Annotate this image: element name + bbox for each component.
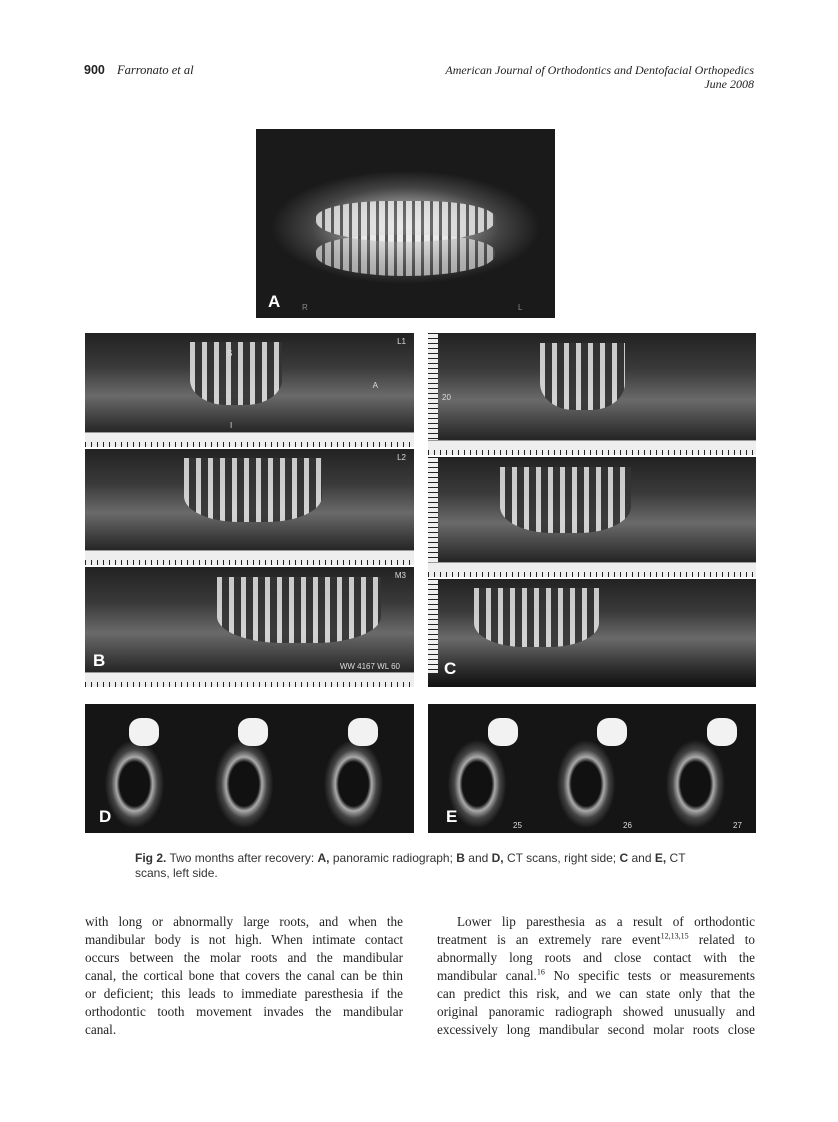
text-line: orthodontic tooth movement invades the mandibular	[85, 1004, 403, 1019]
text-line: treatment is an extremely rare event$^{12,13,15}$ related to	[437, 931, 755, 947]
panel-b-row-3	[85, 567, 414, 687]
side-mark-r: R	[302, 303, 308, 312]
journal-header	[445, 63, 754, 91]
journal-title: American Journal of Orthodontics and Dentofacial Orthopedics	[445, 63, 754, 77]
text-line: abnormally long roots and close contact with the	[437, 950, 755, 965]
mm-ruler	[85, 550, 414, 565]
panel-c-row-1	[428, 333, 756, 455]
side-mark-l: L	[518, 303, 523, 312]
mm-ruler	[85, 432, 414, 447]
body-column-left	[85, 913, 403, 1039]
marker-a: A	[372, 381, 378, 390]
slice-number: 25	[513, 821, 522, 830]
figure-caption: Fig 2. Two months after recovery: A, panoramic radiograph; B and D, CT scans, right side; C and E, CT scans, left side.	[135, 851, 686, 880]
text-line: Lower lip paresthesia as a result of orthodontic	[457, 914, 755, 929]
panel-letter-b: B	[93, 651, 106, 670]
text-line: canal.	[85, 1022, 117, 1037]
lower-teeth	[316, 235, 495, 277]
slice-number: 27	[733, 821, 742, 830]
marker-i: I	[230, 421, 233, 430]
page-number: 900	[84, 63, 105, 77]
panel-c-row-2	[428, 457, 756, 577]
mm-ruler	[428, 440, 756, 455]
issue-date: June 2008	[704, 77, 754, 91]
row-label: L1	[397, 337, 406, 346]
row-label: M3	[394, 571, 406, 580]
text-line: can predict this risk, and we can state only that the	[437, 986, 755, 1001]
body-column-right	[437, 913, 755, 1039]
text-line: mandibular body is not high. When intimate contact	[85, 932, 403, 947]
text-line: occurs between the molar roots and the mandibular	[85, 950, 403, 965]
panel-b-row-2	[85, 449, 414, 565]
panel-letter-e: E	[446, 807, 458, 826]
text-line: mandibular canal.$^{16}$ No specific tests or measurements	[437, 967, 755, 983]
panel-letter-a: A	[268, 292, 281, 311]
panel-e-cross-sections	[428, 704, 756, 833]
text-line: original panoramic radiograph showed unusually and	[437, 1004, 755, 1019]
vscale-label: 20	[442, 393, 451, 402]
mm-ruler	[85, 672, 414, 687]
panel-c-row-3	[428, 579, 756, 687]
text-line: canal, the cortical bone that covers the canal can be thin	[85, 968, 403, 983]
mm-ruler	[428, 562, 756, 577]
panel-letter-c: C	[444, 659, 457, 678]
text-line: excessively long mandibular second molar roots close	[437, 1022, 755, 1037]
text-line: with long or abnormally large roots, and when the	[85, 914, 403, 929]
text-line: or deficient; this leads to immediate paresthesia if the	[85, 986, 403, 1001]
window-level: WW 4167 WL 60	[339, 662, 400, 671]
slice-number: 26	[623, 821, 632, 830]
panel-b-row-1	[85, 333, 414, 447]
marker-s: S	[227, 349, 233, 358]
panel-letter-d: D	[99, 807, 112, 826]
panel-d-cross-sections	[85, 704, 414, 833]
running-authors: Farronato et al	[117, 63, 194, 77]
panel-a-panoramic-radiograph	[256, 129, 555, 318]
row-label: L2	[397, 453, 406, 462]
